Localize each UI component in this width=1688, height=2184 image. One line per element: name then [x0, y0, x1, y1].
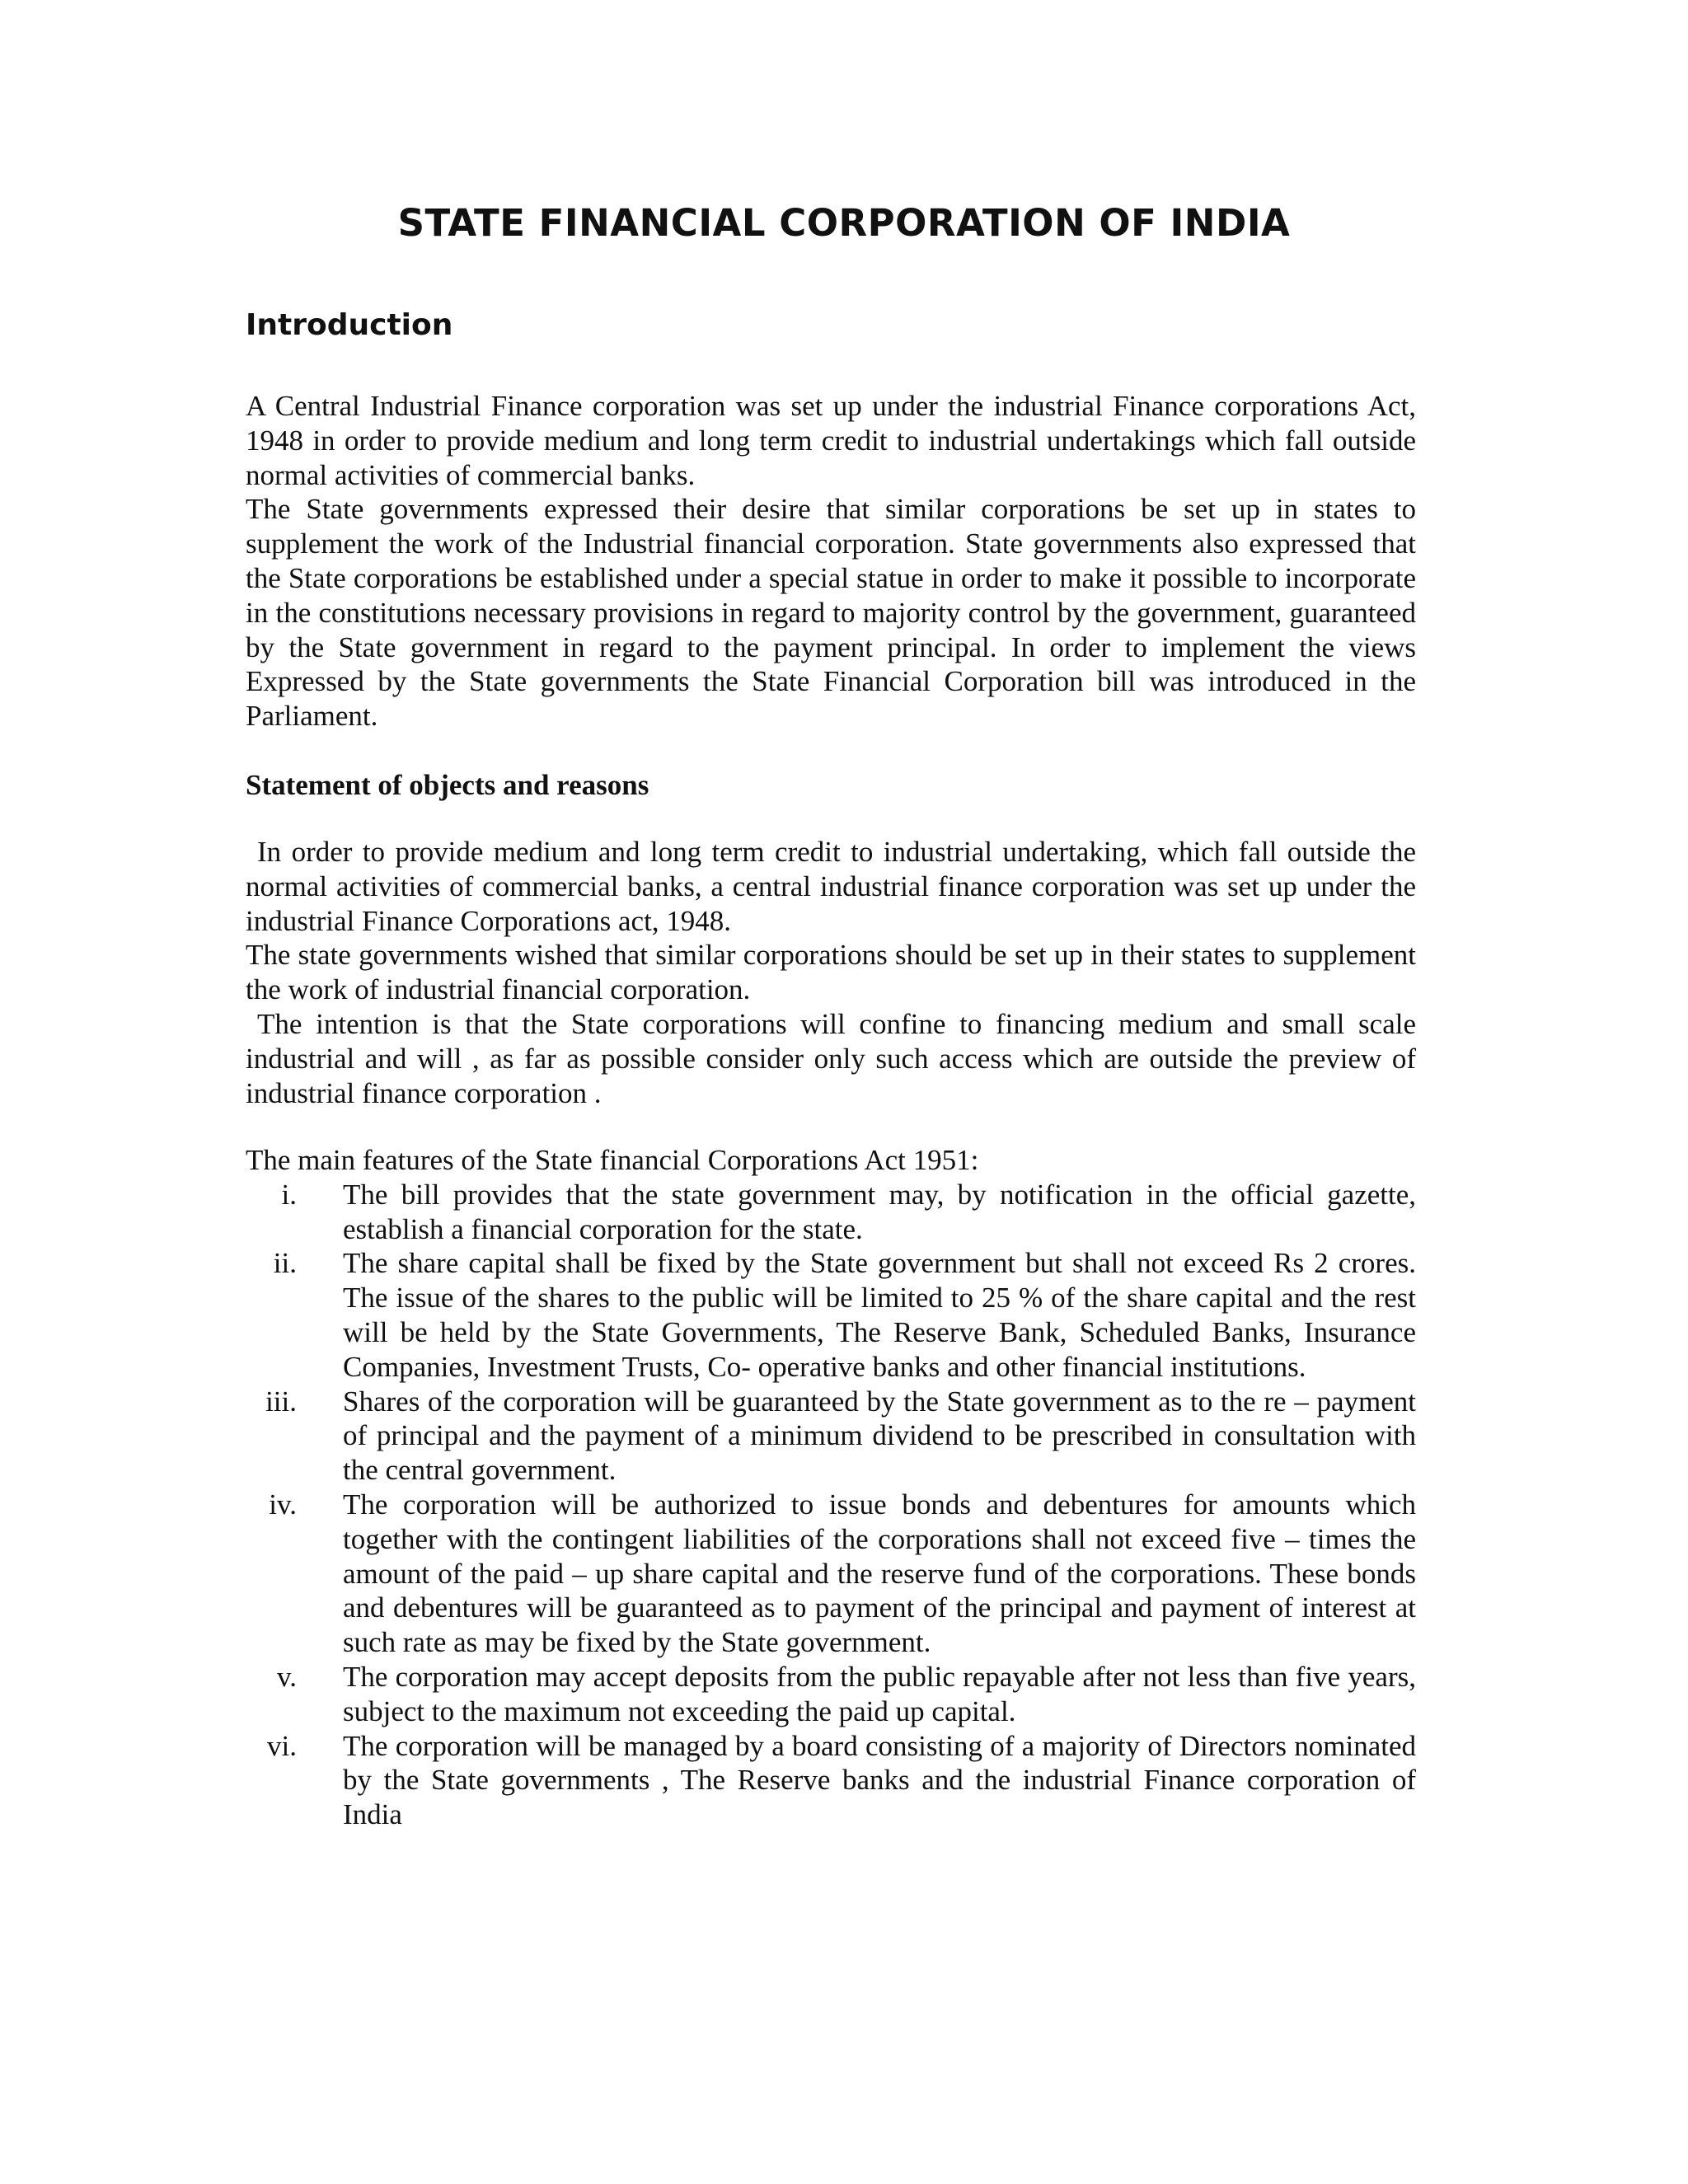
feature-item — [246, 1660, 1416, 1729]
features-list — [246, 1178, 1416, 1832]
page-title: STATE FINANCIAL CORPORATION OF INDIA — [397, 201, 1291, 245]
introduction-heading: Introduction — [246, 308, 453, 342]
feature-number: vi. — [267, 1729, 297, 1762]
introduction-section — [246, 389, 1416, 733]
feature-number: iv. — [269, 1488, 297, 1521]
feature-item — [246, 1488, 1416, 1660]
feature-item — [246, 1246, 1416, 1384]
features-lead: The main features of the State financial Corporations Act 1951: — [246, 1144, 979, 1176]
feature-number: v. — [277, 1660, 297, 1693]
feature-item — [246, 1385, 1416, 1488]
feature-number: i. — [281, 1178, 297, 1211]
feature-item — [246, 1178, 1416, 1247]
feature-number: iii. — [265, 1385, 297, 1418]
features-section — [246, 1143, 1416, 1832]
feature-number: ii. — [273, 1247, 297, 1280]
feature-text: The corporation will be managed by a board consisting of a majority of Directors nominated by the State governments , The Reserve banks and the industrial Finance corporation of India — [343, 1729, 1416, 1831]
objects-heading: Statement of objects and reasons — [246, 769, 649, 801]
objects-paragraph: The intention is that the State corporations will confine to financing medium and small scale industrial and will , as far as possible consider only such access which are outside the preview of industrial finance corporation . — [246, 1007, 1416, 1109]
introduction-paragraph: A Central Industrial Finance corporation was set up under the industrial Finance corporations Act, 1948 in order to provide medium and long term credit to industrial undertakings which fall outside normal activities of commercial banks. — [246, 390, 1416, 491]
feature-text: The corporation may accept deposits from the public repayable after not less than five years, subject to the maximum not exceeding the paid up capital. — [343, 1660, 1416, 1727]
objects-paragraph: The state governments wished that similar corporations should be set up in their states to supplement the work of industrial financial corporation. — [246, 939, 1416, 1006]
feature-text: The bill provides that the state government may, by notification in the official gazette, establish a financial corporation for the state. — [343, 1178, 1416, 1245]
feature-text: The share capital shall be fixed by the State government but shall not exceed Rs 2 crores. The issue of the shares to the public will be limited to 25 % of the share capital and the rest will be held by the State Governments, The Reserve Bank, Scheduled Banks, Insurance Companies, Investment Trusts, Co- operative banks and other financial institutions. — [343, 1247, 1416, 1383]
feature-text: Shares of the corporation will be guaranteed by the State government as to the re – payment of principal and the payment of a minimum dividend to be prescribed in consultation with the central government. — [343, 1385, 1416, 1487]
objects-paragraph: In order to provide medium and long term credit to industrial undertaking, which fall outside the normal activities of commercial banks, a central industrial finance corporation was set up under the industrial Finance Corporations act, 1948. — [246, 836, 1416, 937]
introduction-paragraph: The State governments expressed their desire that similar corporations be set up in states to supplement the work of the Industrial financial corporation. State governments also expressed that the State corporations be established under a special statue in order to make it possible to incorporate in the constitutions necessary provisions in regard to majority control by the government, guaranteed by the State government in regard to the payment principal. In order to implement the views Expressed by the State governments the State Financial Corporation bill was introduced in the Parliament. — [246, 493, 1416, 733]
feature-item — [246, 1729, 1416, 1832]
objects-section — [246, 835, 1416, 1110]
feature-text: The corporation will be authorized to issue bonds and debentures for amounts which together with the contingent liabilities of the corporations shall not exceed five – times the amount of the paid – up share capital and the reserve fund of the corporations. These bonds and debentures will be guaranteed as to payment of the principal and payment of interest at such rate as may be fixed by the State government. — [343, 1488, 1416, 1659]
